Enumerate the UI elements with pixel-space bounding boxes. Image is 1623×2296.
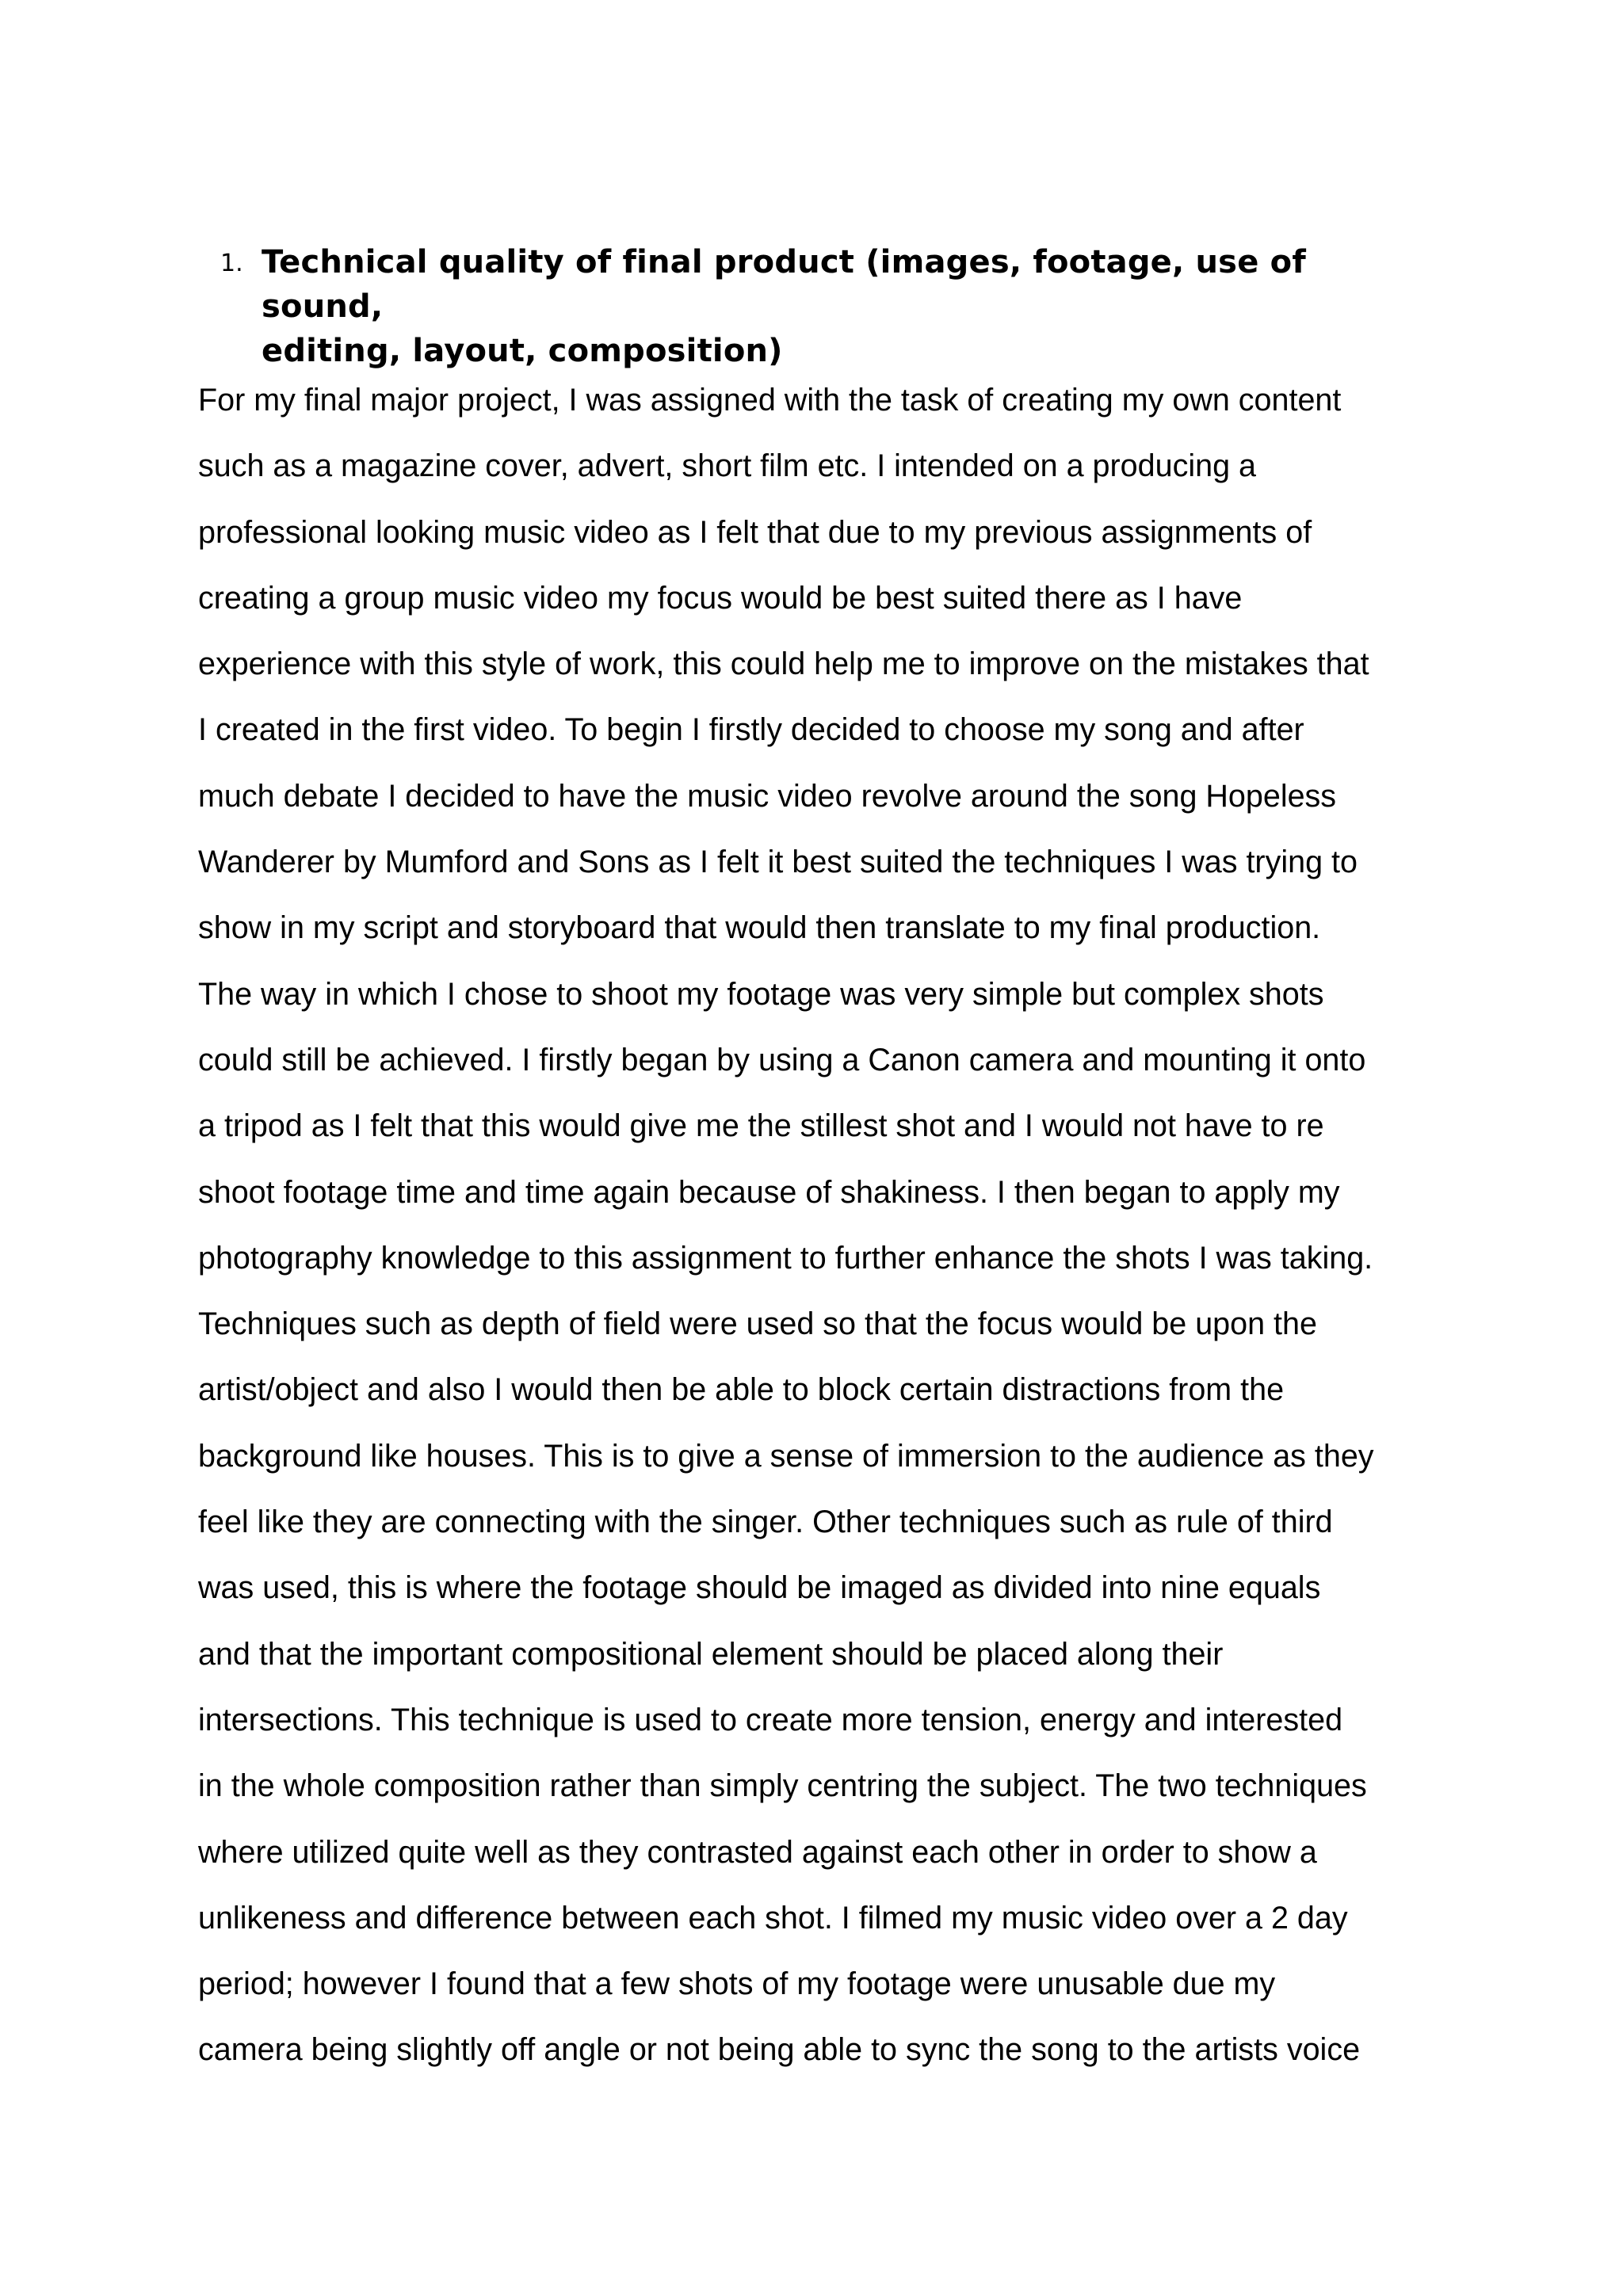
paragraph-line: feel like they are connecting with the singer. Other techniques such as rule of third: [198, 1505, 1333, 1540]
paragraph-line: creating a group music video my focus would be best suited there as I have: [198, 580, 1243, 616]
paragraph-line: period; however I found that a few shots of my footage were unusable due my: [198, 1966, 1276, 2002]
heading-title-line-2: editing, layout, composition): [262, 333, 783, 369]
paragraph-line: a tripod as I felt that this would give me the stillest shot and I would not have to re: [198, 1108, 1324, 1144]
heading-number: 1.: [220, 250, 243, 277]
paragraph-line: intersections. This technique is used to create more tension, energy and interested: [198, 1702, 1343, 1737]
paragraph-line: background like houses. This is to give a sense of immersion to the audience as they: [198, 1438, 1374, 1474]
paragraph-line: in the whole composition rather than simply centring the subject. The two techniques: [198, 1768, 1367, 1804]
paragraph-line: Techniques such as depth of field were used so that the focus would be upon the: [198, 1306, 1317, 1342]
paragraph-line: unlikeness and difference between each shot. I filmed my music video over a 2 day: [198, 1900, 1348, 1936]
paragraph-line: Wanderer by Mumford and Sons as I felt it best suited the techniques I was trying to: [198, 845, 1358, 880]
paragraph-line: I created in the first video. To begin I firstly decided to choose my song and after: [198, 712, 1304, 748]
paragraph-line: show in my script and storyboard that would then translate to my final production.: [198, 910, 1321, 946]
paragraph-line: professional looking music video as I felt that due to my previous assignments of: [198, 514, 1312, 550]
paragraph-line: and that the important compositional element should be placed along their: [198, 1636, 1224, 1672]
paragraph-line: shoot footage time and time again because of shakiness. I then began to apply my: [198, 1174, 1340, 1210]
heading-title-line-1: Technical quality of final product (images, footage, use of sound,: [262, 244, 1306, 325]
paragraph-line: experience with this style of work, this could help me to improve on the mistakes that: [198, 646, 1369, 682]
paragraph-line: much debate I decided to have the music video revolve around the song Hopeless: [198, 778, 1337, 814]
paragraph-line: photography knowledge to this assignment to further enhance the shots I was taking.: [198, 1240, 1373, 1276]
paragraph-line: For my final major project, I was assigned with the task of creating my own content: [198, 383, 1342, 418]
paragraph-line: was used, this is where the footage should be imaged as divided into nine equals: [198, 1570, 1321, 1606]
paragraph-line: such as a magazine cover, advert, short film etc. I intended on a producing a: [198, 448, 1256, 484]
section-heading: [220, 240, 1403, 373]
body-paragraph: [198, 368, 1466, 2084]
heading-title: [262, 240, 1403, 373]
paragraph-line: The way in which I chose to shoot my footage was very simple but complex shots: [198, 976, 1324, 1012]
paragraph-line: where utilized quite well as they contrasted against each other in order to show a: [198, 1834, 1317, 1870]
paragraph-line: camera being slightly off angle or not being able to sync the song to the artists voice: [198, 2032, 1361, 2068]
paragraph-line: could still be achieved. I firstly began by using a Canon camera and mounting it onto: [198, 1042, 1366, 1077]
paragraph-line: artist/object and also I would then be able to block certain distractions from the: [198, 1372, 1285, 1408]
